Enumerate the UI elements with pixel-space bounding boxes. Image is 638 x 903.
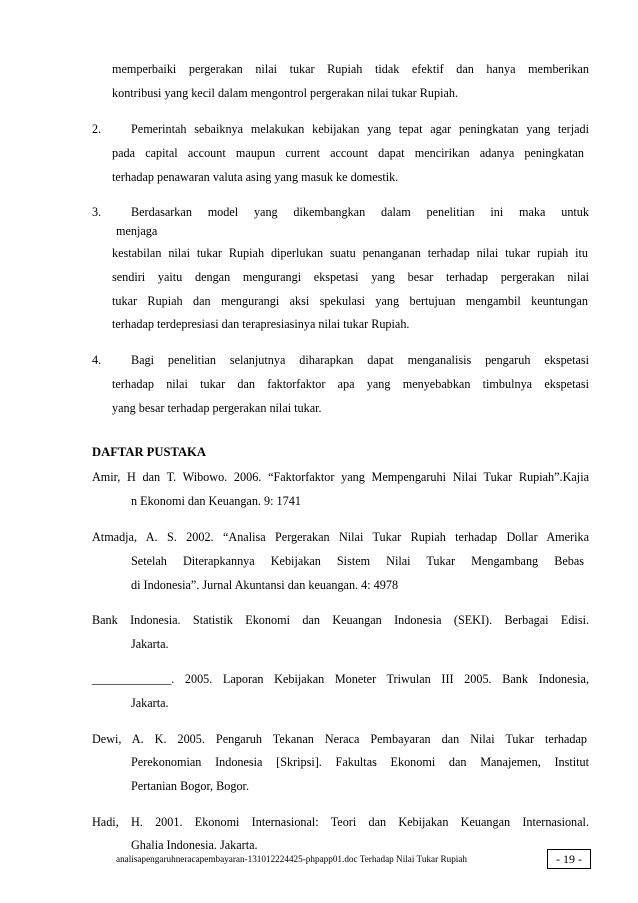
reference-bank-indonesia-line-1: Bank Indonesia. Statistik Ekonomi dan Keuangan Indonesia (SEKI). Berbagai Edisi. — [92, 613, 589, 627]
reference-hadi-line-1: Hadi, H. 2001. Ekonomi Internasional: Teori dan Kebijakan Keuangan Internasional. — [92, 815, 589, 829]
reference-laporan-line-2: Jakarta. — [131, 696, 169, 710]
item-3-line-3: kestabilan nilai tukar Rupiah diperlukan suatu penanganan terhadap nilai tukar rupiah itu — [112, 246, 588, 260]
item-3-line-1: Berdasarkan model yang dikembangkan dalam penelitian ini maka untuk — [131, 205, 589, 219]
reference-atmadja-line-1: Atmadja, A. S. 2002. “Analisa Pergerakan Nilai Tukar Rupiah terhadap Dollar Amerika — [92, 530, 589, 544]
item-3-line-4: sendiri yaitu dengan mengurangi ekspetasi yang besar terhadap pergerakan nilai — [112, 270, 589, 284]
item-4-line-2: terhadap nilai tukar dan faktorfaktor apa yang menyebabkan timbulnya ekspetasi — [112, 377, 589, 391]
item-3-line-2: menjaga — [116, 224, 158, 238]
intro-line-1: memperbaiki pergerakan nilai tukar Rupiah tidak efektif dan hanya memberikan — [112, 62, 589, 76]
footer-filename: analisapengaruhneracapembayaran-131012224425-phpapp01.doc Terhadap Nilai Tukar Rupiah — [116, 854, 468, 864]
bibliography-heading: DAFTAR PUSTAKA — [92, 445, 206, 459]
reference-amir-line-1: Amir, H dan T. Wibowo. 2006. “Faktorfaktor yang Mempengaruhi Nilai Tukar Rupiah”.Kajia — [92, 470, 589, 484]
item-4-line-3: yang besar terhadap pergerakan nilai tukar. — [112, 401, 322, 415]
reference-dewi-line-1: Dewi, A. K. 2005. Pengaruh Tekanan Neraca Pembayaran dan Nilai Tukar terhadap — [92, 732, 587, 746]
item-2-line-3: terhadap penawaran valuta asing yang masuk ke domestik. — [112, 170, 399, 184]
item-2-number: 2. — [92, 122, 102, 136]
item-4-line-1: Bagi penelitian selanjutnya diharapkan dapat menganalisis pengaruh ekspetasi — [131, 353, 589, 367]
reference-atmadja-line-3: di Indonesia”. Jurnal Akuntansi dan keuangan. 4: 4978 — [131, 578, 399, 592]
item-4-number: 4. — [92, 353, 102, 367]
item-2-line-1: Pemerintah sebaiknya melakukan kebijakan yang tepat agar peningkatan yang terjadi — [131, 122, 589, 136]
item-3-line-5: tukar Rupiah dan mengurangi aksi spekulasi yang bertujuan mengambil keuntungan — [112, 294, 588, 308]
reference-dewi-line-2: Perekonomian Indonesia [Skripsi]. Fakultas Ekonomi dan Manajemen, Institut — [131, 755, 589, 769]
page-number-box: - 19 - — [547, 849, 591, 869]
reference-amir-line-2: n Ekonomi dan Keuangan. 9: 1741 — [131, 494, 301, 508]
reference-bank-indonesia-line-2: Jakarta. — [131, 637, 169, 651]
item-3-number: 3. — [92, 205, 102, 219]
reference-dewi-line-3: Pertanian Bogor, Bogor. — [131, 779, 249, 793]
reference-atmadja-line-2: Setelah Diterapkannya Kebijakan Sistem Nilai Tukar Mengambang Bebas — [131, 554, 584, 568]
intro-line-2: kontribusi yang kecil dalam mengontrol pergerakan nilai tukar Rupiah. — [112, 86, 459, 100]
reference-hadi-line-2: Ghalia Indonesia. Jakarta. — [131, 838, 258, 852]
item-3-line-6: terhadap terdepresiasi dan terapresiasinya nilai tukar Rupiah. — [112, 317, 410, 331]
item-2-line-2: pada capital account maupun current account dapat mencirikan adanya peningkatan — [112, 146, 584, 160]
reference-laporan-line-1: _____________. 2005. Laporan Kebijakan Moneter Triwulan III 2005. Bank Indonesia, — [92, 672, 589, 686]
